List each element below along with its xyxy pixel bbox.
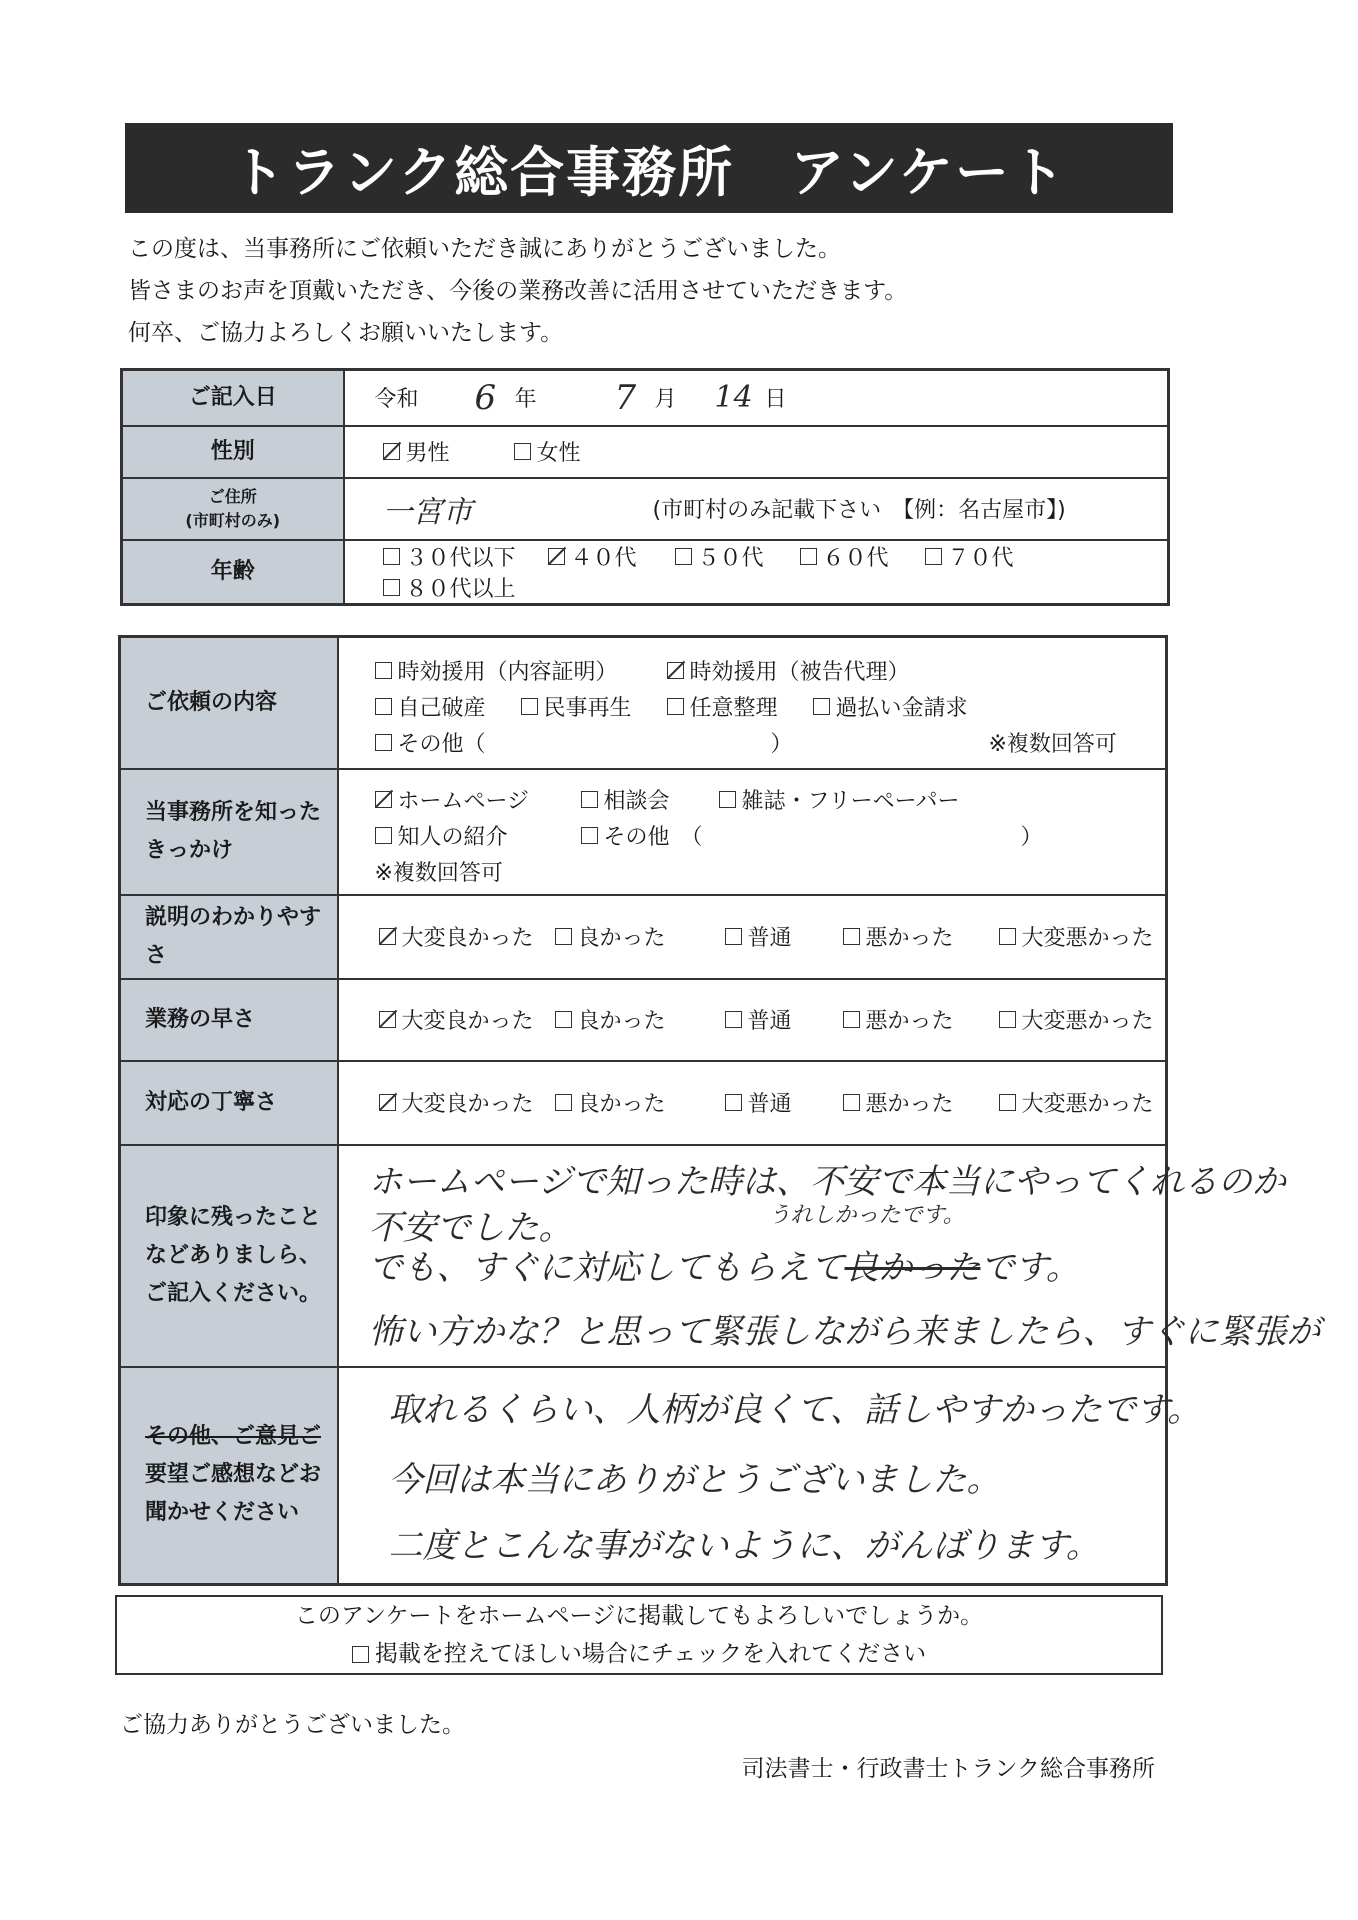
checkbox[interactable] bbox=[667, 662, 684, 679]
consent-option[interactable] bbox=[352, 1635, 926, 1673]
age-option[interactable] bbox=[800, 541, 918, 572]
checkbox[interactable] bbox=[521, 698, 538, 715]
checkbox[interactable] bbox=[843, 1011, 860, 1028]
checkbox[interactable] bbox=[999, 928, 1016, 945]
checkbox[interactable] bbox=[725, 1011, 742, 1028]
year-value: 6 bbox=[474, 377, 497, 418]
page-title: トランク総合事務所 アンケート bbox=[125, 123, 1173, 213]
checkbox[interactable] bbox=[375, 791, 392, 808]
request-multi-note: ※複数回答可 bbox=[988, 732, 1117, 758]
option-label: 自己破産 bbox=[397, 696, 486, 722]
option-label: 悪かった bbox=[865, 1092, 954, 1117]
age-option[interactable] bbox=[675, 541, 793, 572]
age-option[interactable] bbox=[925, 541, 1043, 572]
checkbox[interactable] bbox=[555, 1011, 572, 1028]
request-option[interactable] bbox=[375, 691, 521, 722]
checkbox[interactable] bbox=[514, 443, 531, 460]
age-label: 年齢 bbox=[122, 540, 344, 605]
month-unit: 月 bbox=[654, 387, 677, 413]
rating-option[interactable] bbox=[725, 1087, 843, 1118]
option-label: 知人の紹介 bbox=[397, 825, 508, 850]
office-signature: 司法書士・行政書士トランク総合事務所 bbox=[741, 1756, 1155, 1782]
impression-label-line-1: 印象に残ったこと bbox=[145, 1204, 322, 1230]
checkbox[interactable] bbox=[352, 1646, 369, 1663]
option-label: 男性 bbox=[405, 441, 450, 466]
month-value: 7 bbox=[614, 377, 637, 418]
option-label: 過払い金請求 bbox=[835, 696, 968, 722]
impression-line-3 bbox=[369, 1240, 1080, 1289]
impression-insert: うれしかったです。 bbox=[768, 1202, 965, 1228]
courtesy-label: 対応の丁寧さ bbox=[120, 1061, 338, 1145]
option-label: ７０代 bbox=[947, 545, 1014, 571]
gender-option-female[interactable] bbox=[514, 436, 581, 467]
checkbox[interactable] bbox=[555, 1094, 572, 1111]
option-label: ３０代以下 bbox=[405, 545, 516, 571]
source-label-line-2: きっかけ bbox=[145, 837, 234, 863]
option-label: ８０代以上 bbox=[405, 576, 516, 602]
other-comments-line-1: 取れるくらい、人柄が良くて、話しやすかったです。 bbox=[388, 1389, 1202, 1430]
address-field[interactable] bbox=[344, 478, 1169, 540]
checkbox[interactable] bbox=[725, 928, 742, 945]
rating-option[interactable] bbox=[999, 1087, 1154, 1118]
intro-line-2: 皆さまのお声を頂戴いただき、今後の業務改善に活用させていただきます。 bbox=[128, 278, 908, 304]
address-note: (市町村のみ記載下さい 【例：名古屋市】) bbox=[652, 498, 1066, 523]
option-label: その他 （ bbox=[603, 825, 703, 850]
option-label: ５０代 bbox=[697, 545, 764, 571]
other-comments-line-2: 今回は本当にありがとうございました。 bbox=[388, 1459, 1001, 1500]
option-label: 良かった bbox=[577, 1009, 666, 1034]
gender-options bbox=[344, 426, 1169, 478]
other-comments-label bbox=[120, 1367, 338, 1585]
request-option-other[interactable] bbox=[375, 727, 771, 758]
rating-option[interactable] bbox=[379, 1004, 555, 1035]
consent-label: 掲載を控えてほしい場合にチェックを入れてください bbox=[374, 1641, 927, 1667]
rating-option[interactable] bbox=[555, 921, 725, 952]
source-label bbox=[120, 769, 338, 895]
gender-label: 性別 bbox=[122, 426, 344, 478]
checkbox[interactable] bbox=[375, 827, 392, 844]
impression-label bbox=[120, 1145, 338, 1367]
checkbox[interactable] bbox=[383, 548, 400, 565]
basic-info-table bbox=[120, 368, 1170, 606]
survey-table bbox=[118, 635, 1321, 1586]
option-label: その他（ bbox=[397, 732, 486, 758]
clarity-rating bbox=[338, 895, 1167, 979]
courtesy-rating bbox=[338, 1061, 1167, 1145]
source-option[interactable] bbox=[375, 820, 581, 851]
option-label: 任意整理 bbox=[689, 696, 778, 722]
option-label: ６０代 bbox=[822, 545, 889, 571]
rating-option[interactable] bbox=[555, 1087, 725, 1118]
source-label-line-1: 当事務所を知った bbox=[145, 799, 322, 825]
option-label: 悪かった bbox=[865, 926, 954, 951]
option-label: 普通 bbox=[747, 926, 792, 951]
consent-question: このアンケートをホームページに掲載してもよろしいでしょうか。 bbox=[294, 1603, 984, 1629]
rating-option[interactable] bbox=[725, 1004, 843, 1035]
checkbox[interactable] bbox=[581, 827, 598, 844]
clarity-label bbox=[120, 895, 338, 979]
request-option[interactable] bbox=[521, 691, 667, 722]
checkbox[interactable] bbox=[843, 928, 860, 945]
address-label bbox=[122, 478, 344, 540]
option-label: 大変良かった bbox=[401, 1009, 534, 1034]
request-other-close: ） bbox=[770, 732, 793, 758]
checkbox[interactable] bbox=[375, 698, 392, 715]
checkbox[interactable] bbox=[800, 548, 817, 565]
year-unit: 年 bbox=[514, 387, 537, 413]
request-option[interactable] bbox=[813, 691, 968, 722]
other-comments-label-line-1: その他、ご意見ご bbox=[145, 1424, 322, 1450]
checkbox[interactable] bbox=[581, 791, 598, 808]
checkbox[interactable] bbox=[383, 579, 400, 596]
impression-field[interactable] bbox=[338, 1145, 1321, 1367]
checkbox[interactable] bbox=[548, 548, 565, 565]
rating-option[interactable] bbox=[379, 1087, 555, 1118]
option-label: 悪かった bbox=[865, 1009, 954, 1034]
checkbox[interactable] bbox=[719, 791, 736, 808]
option-label: ４０代 bbox=[570, 545, 637, 571]
impression-line-3-a: でも、すぐに対応してもらえて bbox=[368, 1247, 845, 1288]
request-option[interactable] bbox=[667, 655, 910, 686]
option-label: 雑誌・フリーペーパー bbox=[741, 789, 960, 814]
other-comments-line-3: 二度とこんな事がないように、がんばります。 bbox=[388, 1525, 1100, 1566]
source-multi-note: ※複数回答可 bbox=[374, 861, 503, 886]
rating-option[interactable] bbox=[999, 921, 1154, 952]
option-label: 大変悪かった bbox=[1021, 926, 1154, 951]
rating-option[interactable] bbox=[725, 921, 843, 952]
clarity-label-line-1: 説明のわかりやす bbox=[145, 904, 322, 930]
option-label: 大変良かった bbox=[401, 926, 534, 951]
option-label: 時効援用（内容証明） bbox=[397, 660, 618, 686]
checkbox[interactable] bbox=[667, 698, 684, 715]
option-label: 良かった bbox=[577, 1092, 666, 1117]
date-label: ご記入日 bbox=[122, 370, 344, 426]
impression-label-line-3: ご記入ください。 bbox=[145, 1280, 322, 1306]
source-option[interactable] bbox=[719, 784, 960, 815]
checkbox[interactable] bbox=[375, 734, 392, 751]
checkbox[interactable] bbox=[555, 928, 572, 945]
age-option[interactable] bbox=[383, 572, 516, 603]
impression-line-3-b: です。 bbox=[980, 1247, 1080, 1288]
checkbox[interactable] bbox=[375, 662, 392, 679]
rating-option[interactable] bbox=[555, 1004, 725, 1035]
option-label: 時効援用（被告代理） bbox=[689, 660, 910, 686]
other-comments-field[interactable] bbox=[338, 1367, 1202, 1585]
checkbox[interactable] bbox=[379, 928, 396, 945]
address-label-main: ご住所 bbox=[208, 486, 257, 506]
age-options bbox=[344, 540, 1169, 605]
intro-line-1: この度は、当事務所にご依頼いただき誠にありがとうございました。 bbox=[128, 236, 841, 262]
rating-option[interactable] bbox=[379, 921, 555, 952]
option-label: 相談会 bbox=[603, 789, 670, 814]
checkbox[interactable] bbox=[925, 548, 942, 565]
speed-label: 業務の早さ bbox=[120, 979, 338, 1061]
publication-consent bbox=[115, 1595, 1163, 1675]
rating-option[interactable] bbox=[843, 921, 999, 952]
other-comments-label-line-2: 要望ご感想などお bbox=[145, 1462, 322, 1488]
request-label: ご依頼の内容 bbox=[120, 637, 338, 769]
option-label: 民事再生 bbox=[543, 696, 632, 722]
speed-rating bbox=[338, 979, 1167, 1061]
rating-option[interactable] bbox=[999, 1004, 1154, 1035]
option-label: 女性 bbox=[536, 441, 581, 466]
checkbox[interactable] bbox=[725, 1094, 742, 1111]
impression-line-3-struck: 良かった bbox=[844, 1247, 981, 1288]
source-option-other[interactable] bbox=[581, 820, 1021, 851]
option-label: ホームページ bbox=[397, 789, 530, 814]
option-label: 大変悪かった bbox=[1021, 1092, 1154, 1117]
checkbox[interactable] bbox=[675, 548, 692, 565]
clarity-label-line-2: さ bbox=[145, 942, 168, 968]
impression-line-1: ホームページで知った時は、不安で本当にやってくれるのか bbox=[368, 1161, 1286, 1202]
gender-option-male[interactable] bbox=[383, 436, 507, 467]
option-label: 良かった bbox=[577, 926, 666, 951]
checkbox[interactable] bbox=[999, 1094, 1016, 1111]
checkbox[interactable] bbox=[999, 1011, 1016, 1028]
age-option[interactable] bbox=[383, 541, 541, 572]
request-options bbox=[338, 637, 1167, 769]
day-unit: 日 bbox=[764, 387, 787, 413]
rating-option[interactable] bbox=[843, 1087, 999, 1118]
source-options bbox=[338, 769, 1167, 895]
request-option[interactable] bbox=[667, 691, 813, 722]
checkbox[interactable] bbox=[843, 1094, 860, 1111]
source-option[interactable] bbox=[581, 784, 719, 815]
option-label: 普通 bbox=[747, 1092, 792, 1117]
source-other-close: ） bbox=[1020, 825, 1043, 850]
impression-line-2: 不安でした。 bbox=[368, 1207, 573, 1248]
intro-line-3: 何卒、ご協力よろしくお願いいたします。 bbox=[128, 320, 564, 346]
age-option[interactable] bbox=[548, 541, 668, 572]
thanks-text: ご協力ありがとうございました。 bbox=[120, 1712, 465, 1738]
checkbox[interactable] bbox=[379, 1011, 396, 1028]
checkbox[interactable] bbox=[813, 698, 830, 715]
checkbox[interactable] bbox=[379, 1094, 396, 1111]
address-label-sub: (市町村のみ) bbox=[185, 510, 281, 530]
option-label: 大変良かった bbox=[401, 1092, 534, 1117]
other-comments-label-line-3: 聞かせください bbox=[145, 1500, 300, 1526]
era-text: 令和 bbox=[374, 387, 419, 413]
impression-line-4: 怖い方かな？と思って緊張しながら来ましたら、すぐに緊張が bbox=[368, 1311, 1321, 1352]
day-value: 14 bbox=[714, 380, 753, 416]
rating-option[interactable] bbox=[843, 1004, 999, 1035]
source-option[interactable] bbox=[375, 784, 581, 815]
impression-label-line-2: などありましら、 bbox=[145, 1242, 322, 1268]
address-value: 一宮市 bbox=[382, 494, 473, 530]
date-field[interactable] bbox=[344, 370, 1169, 426]
option-label: 普通 bbox=[747, 1009, 792, 1034]
checkbox[interactable] bbox=[383, 443, 400, 460]
request-option[interactable] bbox=[375, 655, 667, 686]
option-label: 大変悪かった bbox=[1021, 1009, 1154, 1034]
